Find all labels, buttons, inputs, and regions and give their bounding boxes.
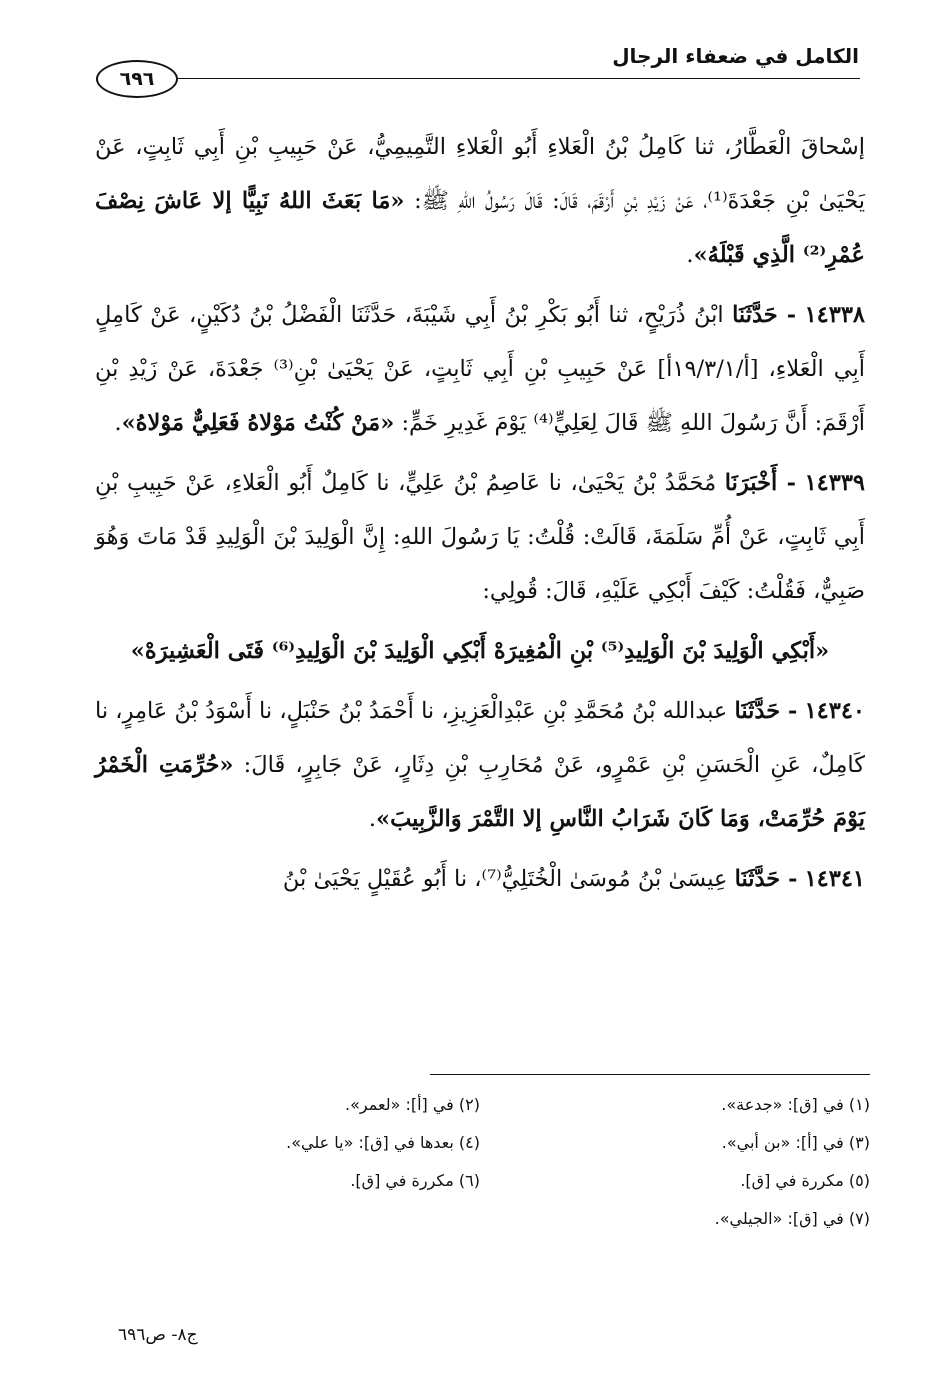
paragraph-text: عِيسَىٰ بْنُ مُوسَىٰ الْخُتَلِيُّ⁽⁷⁾، نا أَبُو عُقَيْلٍ يَحْيَىٰ بْنُ [282, 866, 728, 892]
hadith-paragraph: ١٤٣٣٩ - أَخْبَرَنَا مُحَمَّدُ بْنُ يَحْيَىٰ، نا عَاصِمُ بْنُ عَلِيٍّ، نا كَامِلٌ أَبُو الْعَلاءِ، عَنْ حَبِيبِ بْنِ أَبِي ثَابِتٍ، عَنْ أُمِّ سَلَمَةَ، قَالَتْ: قُلْتُ: يَا رَسُولَ اللهِ: إِنَّ الْوَلِيدَ بْنَ الْوَلِيدِ قَدْ مَاتَ وَهُوَ صَبِيٌّ، فَقُلْتُ: كَيْفَ أَبْكِي عَلَيْهِ، قَالَ: قُولِي: [95, 470, 865, 604]
main-text [95, 120, 865, 906]
paragraph-text: مُحَمَّدُ بْنُ يَحْيَىٰ، نا عَاصِمُ بْنُ عَلِيٍّ، نا كَامِلٌ أَبُو الْعَلاءِ، عَنْ حَبِيبِ بْنِ أَبِي ثَابِتٍ، عَنْ أُمِّ سَلَمَةَ، قَالَتْ: قُلْتُ: يَا رَسُولَ اللهِ: إِنَّ الْوَلِيدَ بْنَ الْوَلِيدِ قَدْ مَاتَ وَهُوَ صَبِيٌّ، فَقُلْتُ: كَيْفَ أَبْكِي عَلَيْهِ، قَالَ: قُولِي: [95, 470, 865, 604]
paragraph-text: عبدالله بْنُ مُحَمَّدِ بْنِ عَبْدِالْعَزِيزِ، نا أَحْمَدُ بْنُ حَنْبَلٍ، نا أَسْوَدُ بْنُ عَامِرٍ، نا كَامِلٌ، عَنِ الْحَسَنِ بْنِ عَمْرٍو، عَنْ مُحَارِبِ بْنِ دِثَارٍ، عَنْ جَابِرٍ، قَالَ: [95, 698, 865, 778]
footnote: (٤) بعدها في [ق]: «يا علي». [286, 1133, 480, 1152]
running-title: الكامل في ضعفاء الرجال [612, 44, 859, 68]
footnote: (٧) في [ق]: «الجيلي». [714, 1209, 870, 1228]
footnote: (٣) في [أ]: «بن أبي». [721, 1133, 870, 1152]
footnote-rule [430, 1074, 870, 1075]
narration-verb: حَدَّثَنَا [734, 698, 781, 724]
hadith-number: ١٤٣٣٨ [804, 302, 866, 328]
hadith-number: ١٤٣٤٠ [804, 698, 866, 724]
paragraph-text: ابْنُ ذُرَيْحٍ، ثنا أَبُو بَكْرِ بْنُ أَبِي شَيْبَةَ، حَدَّثَنَا الْفَضْلُ بْنُ دُكَيْنٍ، عَنْ كَامِلٍ أَبِي الْعَلاءِ، [أ/١٩/٣/١أ] عَنْ حَبِيبِ بْنِ أَبِي ثَابِتٍ، عَنْ يَحْيَىٰ بْنِ⁽³⁾ جَعْدَةَ، عَنْ زَيْدِ بْنِ أَرْقَمَ: أَنَّ رَسُولَ اللهِ ﷺ قَالَ لِعَلِيٍّ⁽⁴⁾ يَوْمَ غَدِيرِ خَمٍّ: [95, 302, 865, 436]
poetry-verse: «أَبْكِي الْوَلِيدَ بْنَ الْوَلِيدِ⁽⁵⁾ بْنِ الْمُغِيرَهْ أَبْكِي الْوَلِيدَ بْنَ الْوَلِيدِ⁽⁶⁾ فَتَى الْعَشِيرَهْ» [130, 638, 830, 664]
footnote: (٦) مكررة في [ق]. [350, 1171, 480, 1190]
footnote: (٥) مكررة في [ق]. [740, 1171, 870, 1190]
narration-verb: حَدَّثَنَا [734, 866, 781, 892]
hadith-quote: «مَنْ كُنْتُ مَوْلاهُ فَعَلِيٌّ مَوْلاهُ» [121, 410, 395, 436]
footnote: (٢) في [أ]: «لعمر». [345, 1095, 480, 1114]
hadith-quote: «حُرِّمَتِ الْخَمْرُ يَوْمَ حُرِّمَتْ، وَمَا كَانَ شَرَابُ النَّاسِ إلا التَّمْرَ وَالزَّبِيبَ» [95, 752, 865, 832]
hadith-number: ١٤٣٣٩ [804, 470, 865, 496]
narration-verb: أَخْبَرَنَا [724, 470, 778, 496]
footnote: (١) في [ق]: «جدعة». [721, 1095, 870, 1114]
paragraph-end: . [686, 242, 694, 268]
volume-page-reference: ج٨- ص٦٩٦ [118, 1325, 198, 1345]
hadith-number: ١٤٣٤١ [804, 866, 865, 892]
hadith-paragraph: ١٤٣٤١ - حَدَّثَنَا عِيسَىٰ بْنُ مُوسَىٰ الْخُتَلِيُّ⁽⁷⁾، نا أَبُو عُقَيْلٍ يَحْيَىٰ بْنُ [282, 866, 865, 892]
hadith-paragraph: ١٤٣٣٨ - حَدَّثَنَا ابْنُ ذُرَيْحٍ، ثنا أَبُو بَكْرِ بْنُ أَبِي شَيْبَةَ، حَدَّثَنَا الْفَضْلُ بْنُ دُكَيْنٍ، عَنْ كَامِلٍ أَبِي الْعَلاءِ، [أ/١٩/٣/١أ] عَنْ حَبِيبِ بْنِ أَبِي ثَابِتٍ، عَنْ يَحْيَىٰ بْنِ⁽³⁾ جَعْدَةَ، عَنْ زَيْدِ بْنِ أَرْقَمَ: أَنَّ رَسُولَ اللهِ ﷺ قَالَ لِعَلِيٍّ⁽⁴⁾ يَوْمَ غَدِيرِ خَمٍّ: «مَنْ كُنْتُ مَوْلاهُ فَعَلِيٌّ مَوْلاهُ». [95, 302, 866, 436]
paragraph-continued [95, 120, 865, 282]
header-rule [100, 78, 860, 79]
hadith-paragraph: ١٤٣٤٠ - حَدَّثَنَا عبدالله بْنُ مُحَمَّدِ بْنِ عَبْدِالْعَزِيزِ، نا أَحْمَدُ بْنُ حَنْبَلٍ، نا أَسْوَدُ بْنُ عَامِرٍ، نا كَامِلٌ، عَنِ الْحَسَنِ بْنِ عَمْرٍو، عَنْ مُحَارِبِ بْنِ دِثَارٍ، عَنْ جَابِرٍ، قَالَ: «حُرِّمَتِ الْخَمْرُ يَوْمَ حُرِّمَتْ، وَمَا كَانَ شَرَابُ النَّاسِ إلا التَّمْرَ وَالزَّبِيبَ». [95, 698, 866, 832]
hadith-quote: «مَا بَعَثَ اللهُ نَبِيًّا إلا عَاشَ نِصْفَ عُمْرِ⁽²⁾ الَّذِي قَبْلَهُ» [95, 188, 865, 268]
paragraph-text: إسْحاقَ الْعَطَّارُ، ثنا كَامِلُ بْنُ الْعَلاءِ أَبُو الْعَلاءِ التَّمِيمِيُّ، عَنْ حَبِيبِ بْنِ أَبِي ثَابِتٍ، عَنْ يَحْيَىٰ بْنِ جَعْدَةَ⁽¹⁾، عَنْ زَيْدِ بْنِ أَرْقَمَ، قَالَ: قَالَ رَسُولُ اللهِ ﷺ: [95, 134, 866, 214]
narration-verb: حَدَّثَنَا [732, 302, 778, 328]
paragraph-end: . [114, 410, 122, 436]
paragraph-end: . [368, 806, 376, 832]
footnotes [110, 1090, 870, 1234]
page-number: ٦٩٦ [96, 60, 178, 98]
